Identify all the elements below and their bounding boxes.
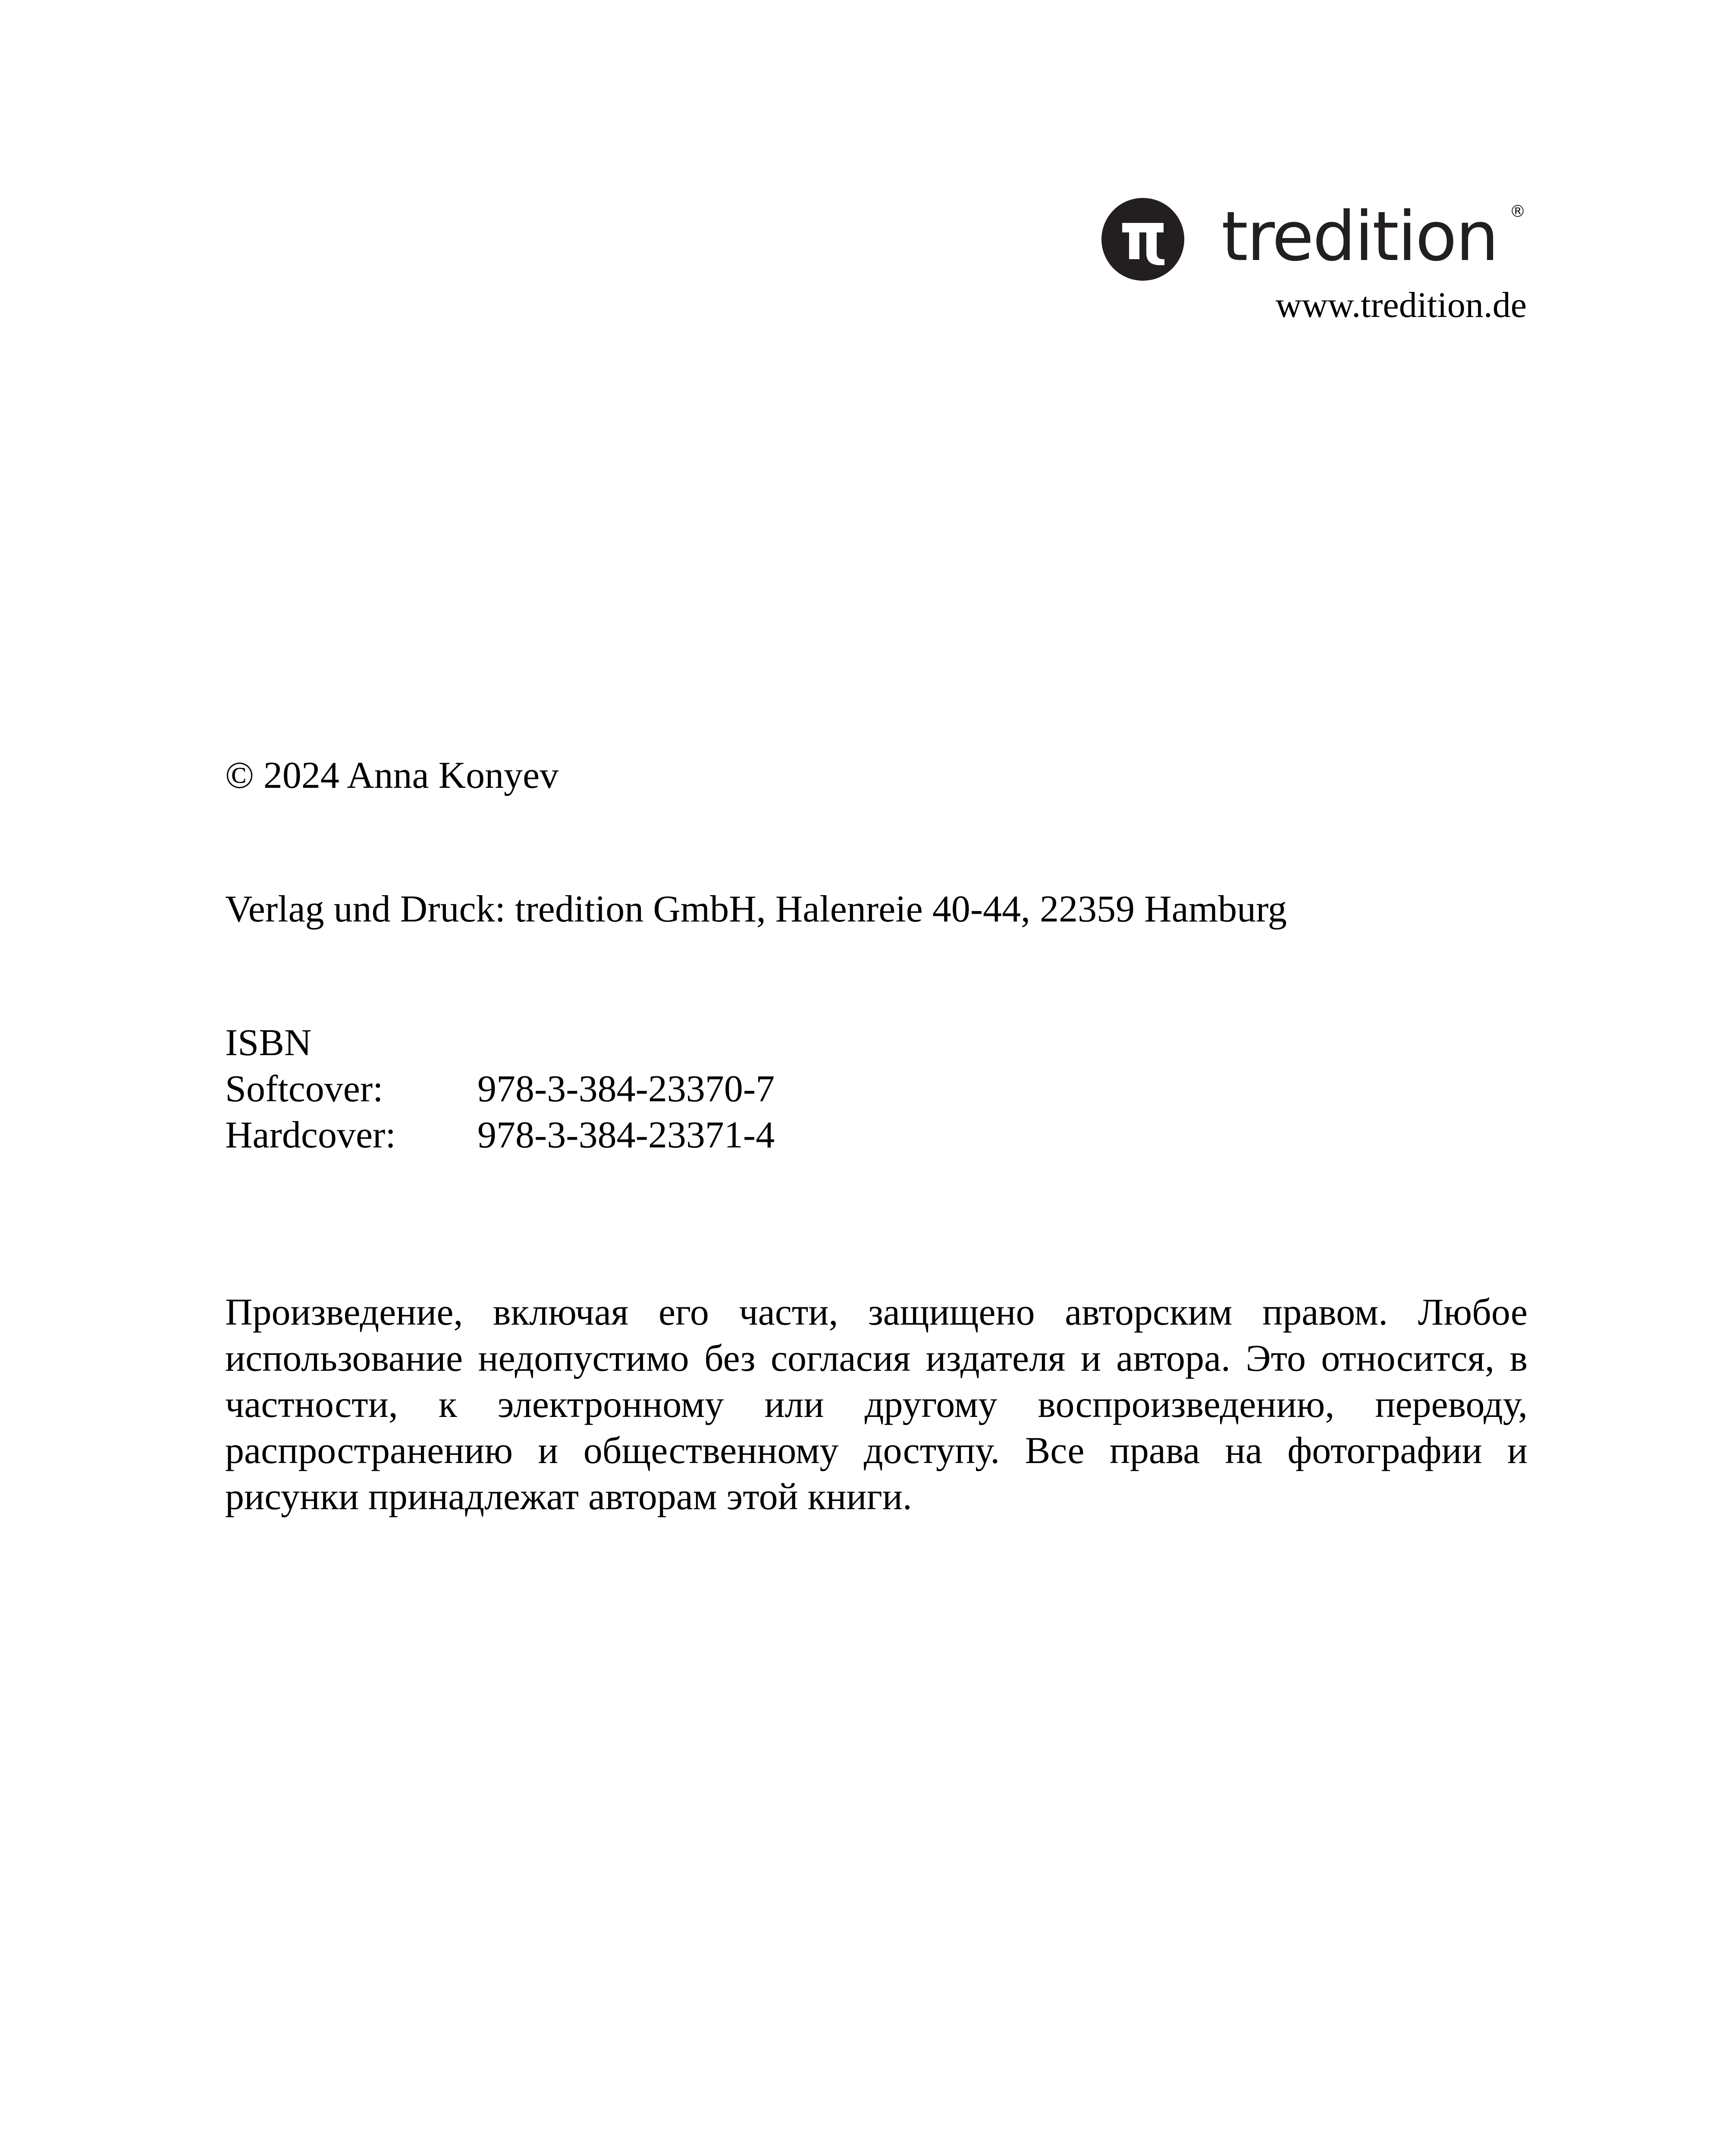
isbn-value: 978-3-384-23371-4 — [477, 1114, 775, 1156]
publisher-block — [1100, 196, 1531, 334]
publisher-logo — [1100, 196, 1529, 282]
isbn-label: Hardcover: — [225, 1114, 396, 1156]
publisher-address: Verlag und Druck: tredition GmbH, Halenreie 40-44, 22359 Hamburg — [225, 888, 1287, 930]
rights-notice: Произведение, включая его части, защищено авторским правом. Любое использование недопустимо без согласия издателя и автора. Это относится, в частности, к электронному или другому воспроизведению, переводу, распространению и общественному доступу. Все права на фотографии и рисунки принадлежат авторам этой книги. — [225, 1291, 1528, 1518]
isbn-value: 978-3-384-23370-7 — [477, 1068, 775, 1110]
copyright-line: © 2024 Anna Konyev — [225, 755, 559, 796]
tredition-logo-icon — [1101, 198, 1184, 281]
isbn-label: Softcover: — [225, 1068, 383, 1110]
tredition-logo — [1100, 196, 1529, 282]
registered-mark: ® — [1509, 202, 1526, 221]
isbn-row-softcover — [225, 1066, 915, 1112]
publisher-website[interactable]: www.tredition.de — [1275, 285, 1527, 325]
isbn-heading: ISBN — [225, 1022, 312, 1064]
publisher-wordmark: tredition — [1221, 197, 1498, 276]
isbn-row-hardcover — [225, 1112, 915, 1158]
